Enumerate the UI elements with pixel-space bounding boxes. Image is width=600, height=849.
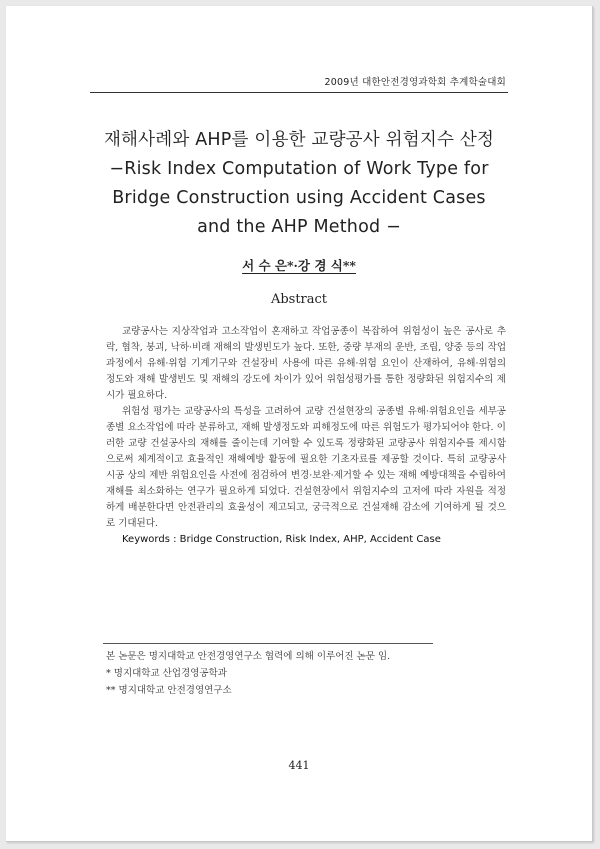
abstract-heading: Abstract: [270, 292, 328, 307]
title-line-korean: 재해사례와 AHP를 이용한 교량공사 위험지수 산정: [103, 130, 495, 150]
page-number: 441: [288, 759, 310, 772]
abstract-paragraph-2: 위험성 평가는 교량공사의 특성을 고려하여 교량 건설현장의 공종별 유해·위험요인을 세부공종별 요소작업에 따라 분류하고, 재해 발생정도와 피해정도에 따른 위험도가 평가되어야 한다. 이러한 교량 건설공사의 재해를 줄이는데 기여할 수 있도록 정량화된 교량공사 위험지수를 제시함으로써 체계적이고 효율적인 재해예방 활동에 필요한 기초자료를 제공할 것이다. 특히 교량공사 시공 상의 제반 위험요인을 사전에 점검하여 변경·보완·제거할 수 있는 재해 예방대책을 수립하여 재해를 최소화하는 연구가 필요하게 되었다. 건설현장에서 위험지수의 고저에 따라 자원을 적정하게 배분한다면 안전관리의 효율성이 제고되고, 궁극적으로 건설재해 감소에 기여하게 될 것으로 기대된다.: [106, 406, 506, 529]
header-rule: [90, 92, 508, 93]
paper-title: [66, 126, 532, 242]
footnote-author-2: ** 명지대학교 안전경영연구소: [106, 685, 232, 696]
abstract-paragraph-1: 교량공사는 지상작업과 고소작업이 혼재하고 작업공종이 복잡하여 위험성이 높은 공사로 추락, 협착, 붕괴, 낙하·비래 재해의 발생빈도가 높다. 또한, 중량 부재의 운반, 조립, 양중 등의 작업과정에서 유해·위험 기계기구와 건설장비 사용에 따른 유해·위험 요인이 산재하여, 유해·위험의 정도와 재해 발생빈도 및 재해의 강도에 차이가 있어 위험성평가를 통한 정량화된 위험지수의 제시가 필요하다.: [106, 326, 506, 401]
title-line-english-2: Bridge Construction using Accident Cases: [112, 188, 486, 208]
abstract-body: [106, 324, 506, 548]
footnote-rule: [103, 643, 433, 644]
authors: [6, 256, 592, 274]
footnote-author-1: * 명지대학교 산업경영공학과: [106, 668, 227, 679]
footnote-funding: 본 논문은 명지대학교 안전경영연구소 협력에 의해 이루어진 논문 임.: [106, 651, 391, 662]
paper-page: [6, 6, 593, 842]
keywords: Keywords : Bridge Construction, Risk Index, AHP, Accident Case: [122, 534, 441, 545]
title-line-english-1: −Risk Index Computation of Work Type for: [109, 159, 489, 179]
running-header: 2009년 대한안전경영과학회 추계학술대회: [324, 77, 506, 88]
footnotes: [106, 648, 506, 699]
author-names: 서 수 은*·강 경 식**: [242, 258, 356, 273]
title-line-english-3: and the AHP Method −: [197, 217, 401, 237]
